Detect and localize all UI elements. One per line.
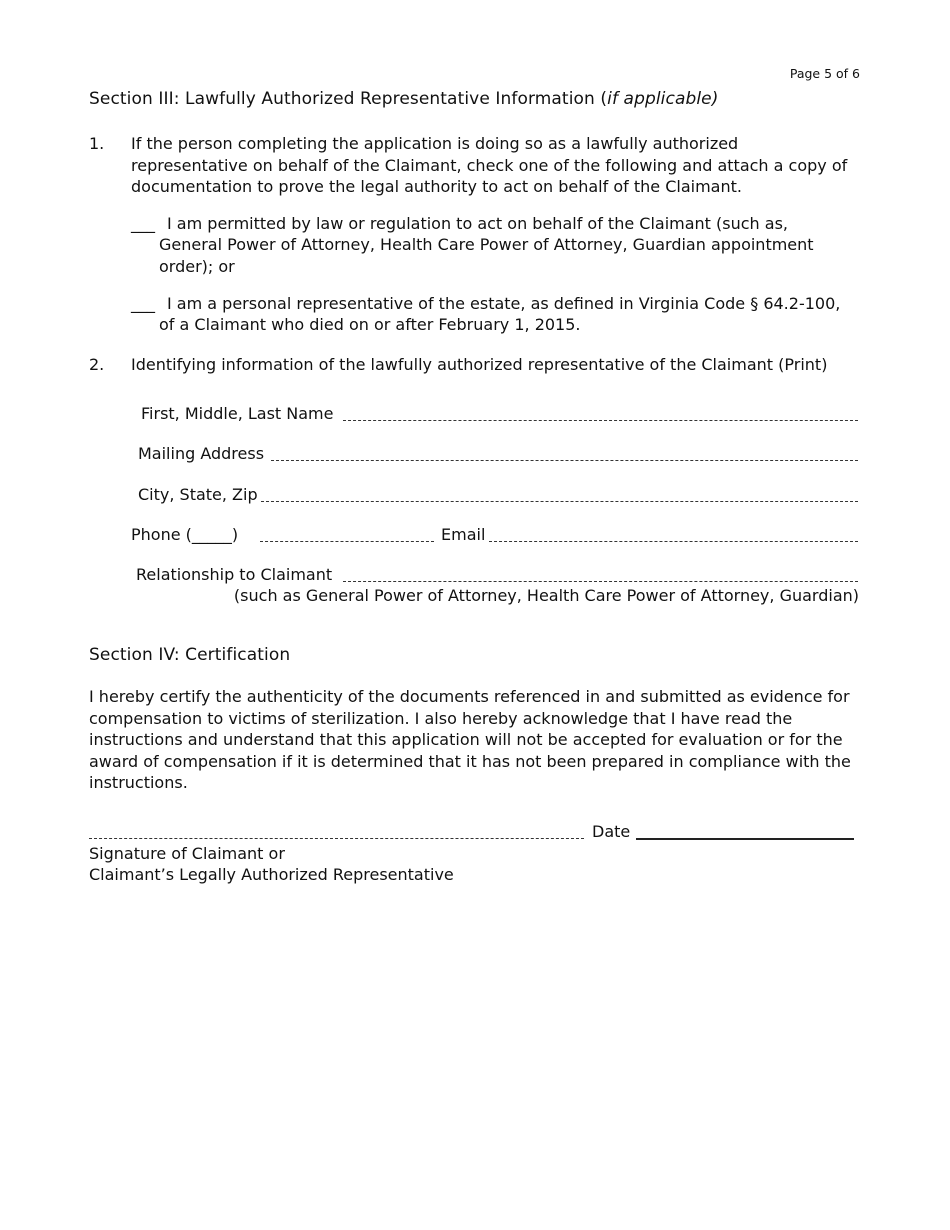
date-label: Date (592, 822, 631, 841)
relationship-field[interactable] (343, 581, 858, 582)
name-field[interactable] (343, 420, 858, 421)
item-1-text (131, 133, 847, 198)
option-b-line: I am a personal representative of the estate, as defined in Virginia Code § 64.2-100, (167, 294, 841, 313)
section-3-heading-text: Section III: Lawfully Authorized Representative Information ( (89, 89, 608, 109)
relationship-label: Relationship to Claimant (136, 565, 333, 584)
section-4-heading: Section IV: Certification (89, 645, 291, 665)
option-a-text (167, 213, 788, 235)
option-a-line: General Power of Attorney, Health Care Power of Attorney, Guardian appointment (159, 235, 814, 254)
section-3-heading-italic: if applicable) (607, 89, 719, 109)
signature-label-1: Signature of Claimant or (89, 844, 285, 863)
option-a-line: order); or (159, 256, 235, 276)
signature-field[interactable] (89, 838, 584, 839)
option-a-text-cont (159, 234, 814, 277)
option-a-checkbox-blank[interactable]: ___ (131, 214, 155, 233)
city-state-zip-label: City, State, Zip (138, 485, 258, 504)
item-1-line: documentation to prove the legal authority to act on behalf of the Claimant. (131, 177, 742, 196)
date-field[interactable] (636, 838, 854, 840)
phone-label-close: ) (231, 525, 239, 544)
page-number: Page 5 of 6 (789, 66, 860, 81)
section-3-heading (89, 89, 718, 109)
option-a-line: I am permitted by law or regulation to act on behalf of the Claimant (such as, (167, 214, 788, 233)
certification-line: award of compensation if it is determined that it has not been prepared in compliance with the (89, 751, 851, 771)
option-b-text-cont (159, 314, 581, 336)
item-2-text: Identifying information of the lawfully authorized representative of the Claimant (Print) (131, 355, 828, 374)
certification-line: I hereby certify the authenticity of the documents referenced in and submitted as evidence for (89, 687, 850, 706)
item-1-line: representative on behalf of the Claimant, check one of the following and attach a copy of (131, 155, 848, 175)
city-state-zip-field[interactable] (261, 501, 858, 502)
item-2-number: 2. (89, 355, 105, 374)
email-field[interactable] (489, 541, 858, 542)
phone-label (131, 524, 238, 546)
option-b-line: of a Claimant who died on or after February 1, 2015. (159, 315, 581, 334)
certification-text (89, 686, 851, 794)
mailing-address-field[interactable] (271, 460, 858, 461)
signature-label-2: Claimant’s Legally Authorized Representative (89, 865, 454, 884)
item-1-line: If the person completing the application is doing so as a lawfully authorized (131, 134, 739, 153)
option-b-checkbox-blank[interactable]: ___ (131, 294, 155, 313)
item-1-number: 1. (89, 134, 105, 153)
option-b-text (167, 293, 840, 315)
phone-area-code-field[interactable]: _____ (191, 525, 232, 544)
address-label: Mailing Address (138, 444, 265, 463)
name-label: First, Middle, Last Name (141, 404, 334, 423)
certification-line: instructions. (89, 773, 188, 792)
relationship-hint: (such as General Power of Attorney, Health Care Power of Attorney, Guardian) (233, 586, 859, 605)
phone-label-text: Phone ( (131, 525, 192, 544)
phone-field[interactable] (260, 541, 434, 542)
email-label: Email (441, 525, 486, 544)
certification-line: compensation to victims of sterilization. I also hereby acknowledge that I have read the (89, 708, 793, 728)
certification-line: instructions and understand that this application will not be accepted for evaluation or for the (89, 730, 843, 749)
